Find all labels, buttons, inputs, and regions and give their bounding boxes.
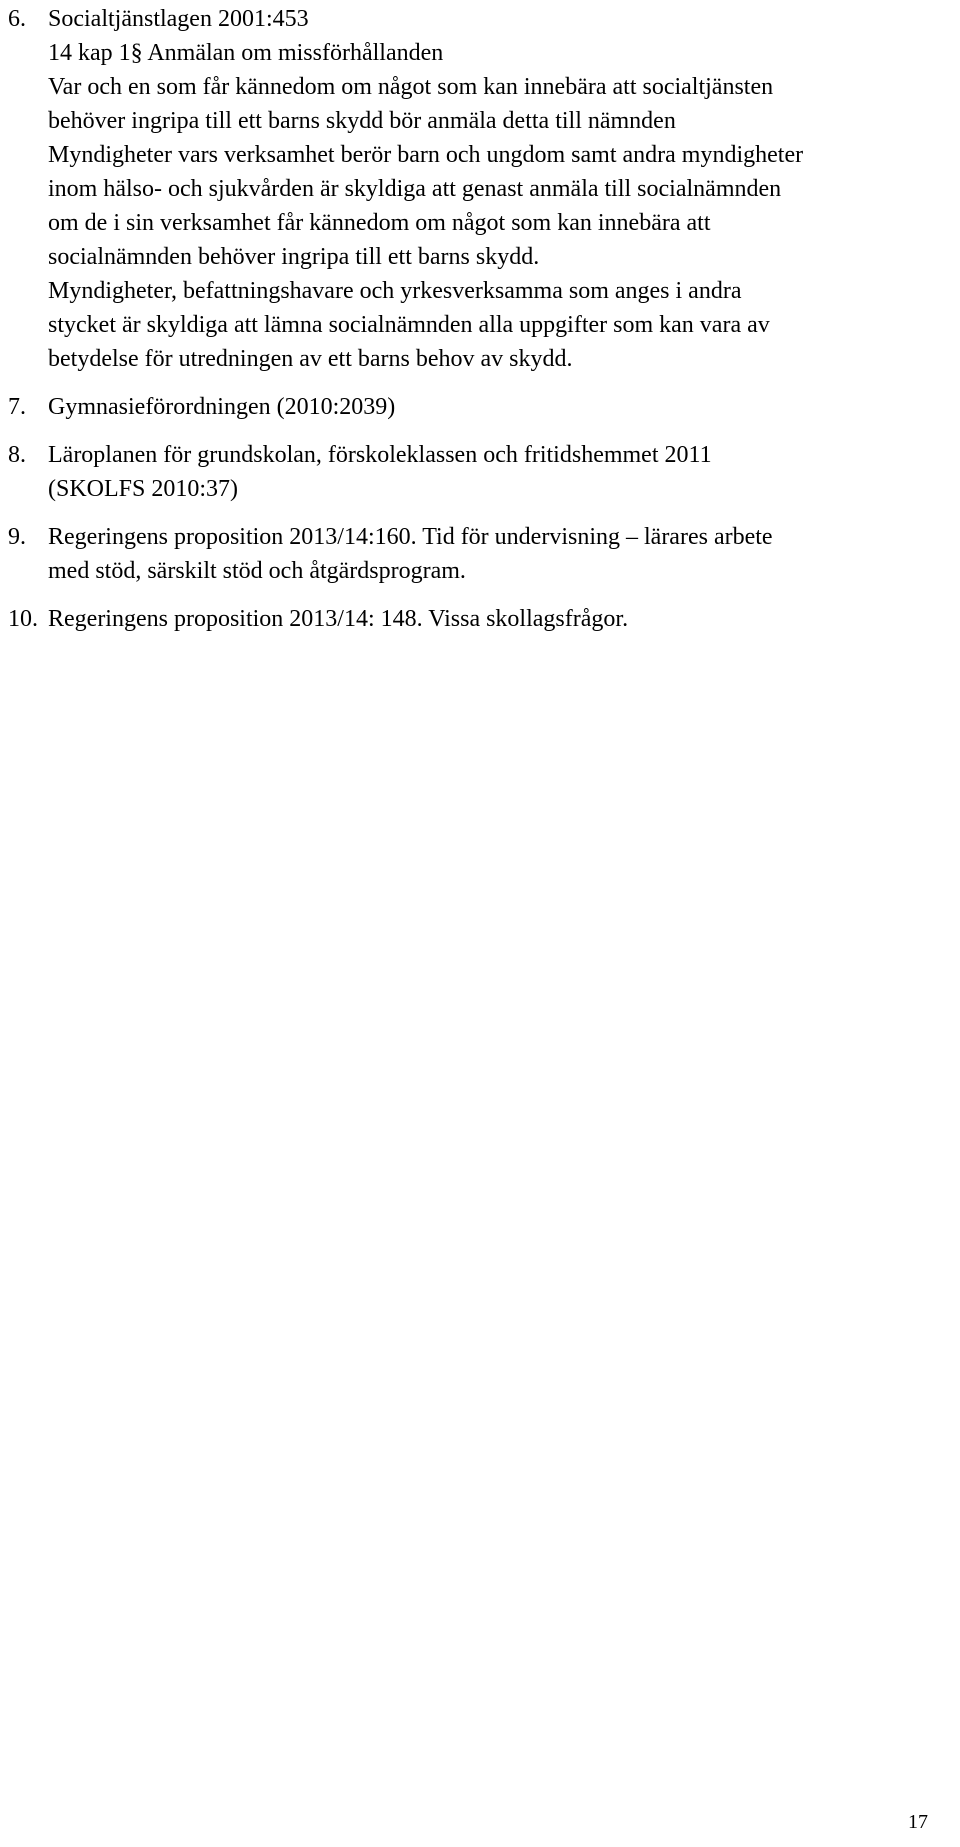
reference-line: Regeringens proposition 2013/14: 148. Vissa skollagsfrågor. (48, 606, 629, 632)
reference-line: (SKOLFS 2010:37) (48, 476, 239, 502)
reference-line: Gymnasieförordningen (2010:2039) (48, 394, 396, 420)
reference-text (48, 438, 952, 506)
reference-line: Myndigheter, befattningshavare och yrkesverksamma som anges i andra (48, 278, 742, 304)
reference-line: med stöd, särskilt stöd och åtgärdsprogram. (48, 558, 466, 584)
reference-line: om de i sin verksamhet får kännedom om något som kan innebära att (48, 210, 711, 236)
reference-item (8, 602, 952, 636)
reference-text (48, 520, 952, 588)
reference-item (8, 2, 952, 376)
reference-line: inom hälso- och sjukvården är skyldiga att genast anmäla till socialnämnden (48, 176, 782, 202)
reference-number: 8. (8, 442, 26, 468)
reference-text (48, 390, 952, 424)
page-number: 17 (908, 1811, 928, 1833)
reference-line: Regeringens proposition 2013/14:160. Tid för undervisning – lärares arbete (48, 524, 773, 550)
reference-line: betydelse för utredningen av ett barns behov av skydd. (48, 346, 573, 372)
reference-line: Myndigheter vars verksamhet berör barn och ungdom samt andra myndigheter (48, 142, 804, 168)
reference-number: 6. (8, 6, 26, 32)
reference-list (8, 2, 952, 636)
reference-line: behöver ingripa till ett barns skydd bör anmäla detta till nämnden (48, 108, 676, 134)
reference-line: Läroplanen för grundskolan, förskoleklassen och fritidshemmet 2011 (48, 442, 712, 468)
reference-number: 10. (8, 606, 38, 632)
reference-line: Var och en som får kännedom om något som kan innebära att socialtjänsten (48, 74, 774, 100)
reference-line: stycket är skyldiga att lämna socialnämnden alla uppgifter som kan vara av (48, 312, 770, 338)
reference-text (48, 602, 952, 636)
reference-text (48, 2, 952, 376)
reference-line: Socialtjänstlagen 2001:453 (48, 6, 309, 32)
reference-number: 9. (8, 524, 26, 550)
reference-line: socialnämnden behöver ingripa till ett barns skydd. (48, 244, 540, 270)
reference-item (8, 520, 952, 588)
reference-item (8, 438, 952, 506)
reference-item (8, 390, 952, 424)
reference-number: 7. (8, 394, 26, 420)
reference-line: 14 kap 1§ Anmälan om missförhållanden (48, 40, 444, 66)
